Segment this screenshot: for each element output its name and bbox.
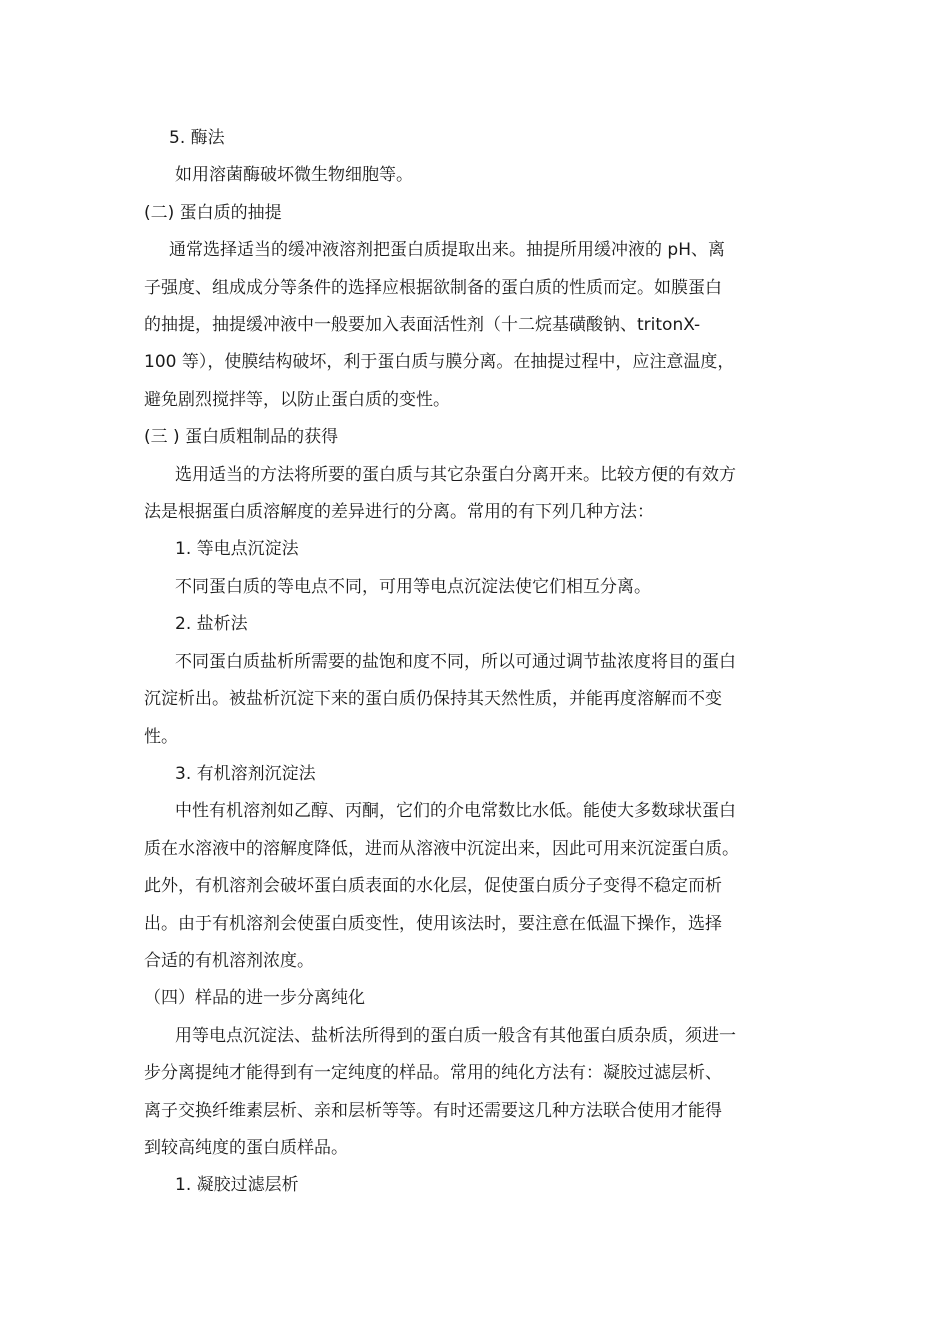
section-heading-protein-extraction: (二) 蛋白质的抽提: [144, 202, 282, 223]
paragraph-line: 到较高纯度的蛋白质样品。: [144, 1137, 348, 1158]
paragraph-line: 的抽提，抽提缓冲液中一般要加入表面活性剂（十二烷基磺酸钠、tritonX-: [144, 315, 701, 336]
paragraph-line: 离子交换纤维素层析、亲和层析等等。有时还需要这几种方法联合使用才能得: [144, 1100, 722, 1121]
paragraph-line: 性。: [144, 726, 178, 747]
paragraph-line: 避免剧烈搅拌等，以防止蛋白质的变性。: [144, 389, 450, 410]
paragraph-line: 法是根据蛋白质溶解度的差异进行的分离。常用的有下列几种方法：: [144, 502, 654, 523]
subsection-heading-gel-filtration: 1. 凝胶过滤层析: [175, 1175, 299, 1196]
paragraph-line: 子强度、组成成分等条件的选择应根据欲制备的蛋白质的性质而定。如膜蛋白: [144, 277, 722, 298]
subsection-heading-salting-out: 2. 盐析法: [175, 614, 248, 635]
document-body: [144, 120, 812, 1205]
paragraph-line: 通常选择适当的缓冲液溶剂把蛋白质提取出来。抽提所用缓冲液的 pH、离: [169, 240, 725, 261]
subsection-heading-organic-solvent-precipitation: 3. 有机溶剂沉淀法: [175, 763, 316, 784]
paragraph-line: 步分离提纯才能得到有一定纯度的样品。常用的纯化方法有：凝胶过滤层析、: [144, 1063, 722, 1084]
paragraph-line: 出。由于有机溶剂会使蛋白质变性，使用该法时，要注意在低温下操作，选择: [144, 913, 722, 934]
paragraph-line: 不同蛋白质盐析所需要的盐饱和度不同，所以可通过调节盐浓度将目的蛋白: [175, 651, 736, 672]
section-heading-crude-product: (三 ) 蛋白质粗制品的获得: [144, 427, 339, 448]
paragraph-line: 合适的有机溶剂浓度。: [144, 950, 314, 971]
paragraph-line: 中性有机溶剂如乙醇、丙酮，它们的介电常数比水低。能使大多数球状蛋白: [175, 801, 736, 822]
paragraph-line: 沉淀析出。被盐析沉淀下来的蛋白质仍保持其天然性质，并能再度溶解而不变: [144, 689, 722, 710]
subsection-heading-enzyme-method: 5. 酶法: [169, 128, 225, 148]
paragraph-line: 不同蛋白质的等电点不同，可用等电点沉淀法使它们相互分离。: [175, 576, 651, 597]
paragraph-line: 此外，有机溶剂会破坏蛋白质表面的水化层，促使蛋白质分子变得不稳定而析: [144, 876, 722, 897]
paragraph-line: 质在水溶液中的溶解度降低，进而从溶液中沉淀出来，因此可用来沉淀蛋白质。: [144, 838, 739, 859]
paragraph-line: 100 等），使膜结构破坏，利于蛋白质与膜分离。在抽提过程中，应注意温度，: [144, 352, 735, 373]
paragraph-line: 用等电点沉淀法、盐析法所得到的蛋白质一般含有其他蛋白质杂质，须进一: [175, 1025, 736, 1046]
paragraph-line: 选用适当的方法将所要的蛋白质与其它杂蛋白分离开来。比较方便的有效方: [175, 464, 736, 485]
subsection-heading-isoelectric-precipitation: 1. 等电点沉淀法: [175, 539, 299, 560]
section-heading-further-purification: （四）样品的进一步分离纯化: [144, 988, 365, 1009]
paragraph-line: 如用溶菌酶破坏微生物细胞等。: [175, 165, 413, 186]
